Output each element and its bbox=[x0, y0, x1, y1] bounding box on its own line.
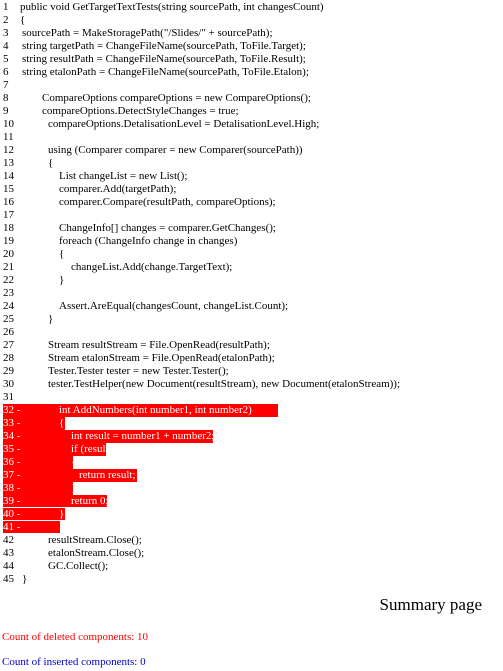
code-line bbox=[3, 547, 493, 560]
line-number: 41 - bbox=[3, 520, 21, 533]
line-text: GC.Collect(); bbox=[48, 559, 109, 572]
line-number: 15 bbox=[3, 183, 14, 195]
line-number: 12 bbox=[3, 144, 14, 156]
line-text: etalonStream.Close(); bbox=[48, 546, 145, 559]
code-line bbox=[3, 365, 493, 378]
line-number: 3 bbox=[3, 27, 9, 39]
deleted-code-line bbox=[3, 430, 213, 443]
code-line bbox=[3, 66, 493, 79]
line-number: 4 bbox=[3, 40, 9, 52]
line-text: } bbox=[48, 313, 54, 325]
line-text: comparer.Add(targetPath); bbox=[59, 183, 177, 195]
line-text: changeList.Add(change.TargetText); bbox=[71, 261, 233, 273]
code-line bbox=[3, 339, 493, 352]
code-line bbox=[3, 183, 493, 196]
code-line bbox=[3, 573, 493, 586]
code-line bbox=[3, 391, 493, 404]
line-number: 43 bbox=[3, 546, 14, 559]
line-number: 33 - bbox=[3, 416, 21, 429]
line-number: 14 bbox=[3, 170, 14, 182]
line-text: Stream resultStream = File.OpenRead(resultPath); bbox=[48, 339, 270, 351]
deleted-code-line bbox=[3, 469, 137, 482]
line-number: 38 - bbox=[3, 481, 21, 494]
line-number: 19 bbox=[3, 235, 14, 247]
code-line bbox=[3, 105, 493, 118]
deleted-code-line bbox=[3, 442, 135, 456]
deleted-count-label: Count of deleted components: 10 bbox=[2, 631, 149, 643]
code-line bbox=[3, 261, 493, 274]
line-text: using (Comparer comparer = new Comparer(sourcePath)) bbox=[48, 144, 303, 156]
line-number: 20 bbox=[3, 248, 14, 260]
code-line bbox=[3, 313, 493, 326]
line-text: return result; bbox=[79, 468, 136, 481]
summary-title: Summary page bbox=[379, 595, 482, 614]
line-text: Stream etalonStream = File.OpenRead(etalonPath); bbox=[48, 352, 275, 364]
deleted-code-line bbox=[3, 508, 65, 521]
line-text: string etalonPath = ChangeFileName(sourcePath, ToFile.Etalon); bbox=[22, 66, 309, 78]
code-line bbox=[3, 144, 493, 157]
line-text: comparer.Compare(resultPath, compareOptions); bbox=[59, 196, 276, 208]
line-number: 10 bbox=[3, 118, 14, 130]
line-number: 16 bbox=[3, 196, 14, 208]
inserted-count-label: Count of inserted components: 0 bbox=[2, 656, 146, 668]
code-line bbox=[3, 248, 493, 261]
code-line bbox=[3, 222, 493, 235]
line-text: } bbox=[59, 507, 65, 520]
code-line bbox=[3, 274, 493, 287]
line-number: 37 - bbox=[3, 468, 21, 481]
code-line bbox=[3, 14, 493, 27]
deleted-code-line bbox=[3, 455, 77, 469]
code-line bbox=[3, 131, 493, 144]
code-line bbox=[3, 352, 493, 365]
line-number: 34 - bbox=[3, 429, 21, 442]
code-line bbox=[3, 170, 493, 183]
line-number: 6 bbox=[3, 66, 9, 78]
line-number: 2 bbox=[3, 14, 9, 26]
code-line bbox=[3, 157, 493, 170]
code-line bbox=[3, 560, 493, 573]
line-text: { bbox=[48, 157, 54, 169]
line-number: 28 bbox=[3, 352, 14, 364]
code-line bbox=[3, 378, 493, 391]
line-number: 22 bbox=[3, 274, 14, 286]
line-text: Tester.Tester tester = new Tester.Tester(); bbox=[48, 365, 229, 377]
line-number: 17 bbox=[3, 209, 14, 221]
line-number: 25 bbox=[3, 313, 14, 325]
line-number: 1 bbox=[3, 1, 9, 13]
line-number: 7 bbox=[3, 79, 9, 91]
line-number: 35 - bbox=[3, 442, 21, 455]
line-text: compareOptions.DetectStyleChanges = true; bbox=[42, 105, 239, 117]
code-line bbox=[3, 53, 493, 66]
line-text: resultStream.Close(); bbox=[48, 533, 142, 546]
code-line bbox=[3, 534, 493, 547]
deleted-code-line bbox=[3, 495, 107, 508]
line-text: if (result > 10) bbox=[71, 442, 135, 455]
line-text: return 0; bbox=[71, 494, 109, 507]
line-number: 40 - bbox=[3, 507, 21, 520]
code-line bbox=[3, 300, 493, 313]
line-text: List changeList = new List(); bbox=[59, 170, 188, 182]
line-text: CompareOptions compareOptions = new CompareOptions(); bbox=[42, 92, 311, 104]
deleted-code-line bbox=[3, 521, 60, 534]
line-number: 31 bbox=[3, 391, 14, 403]
line-number: 24 bbox=[3, 300, 14, 312]
line-text: { bbox=[59, 248, 65, 260]
line-text: public void GetTargetTextTests(string sourcePath, int changesCount) bbox=[20, 1, 324, 13]
line-text: string targetPath = ChangeFileName(sourcePath, ToFile.Target); bbox=[22, 40, 306, 52]
code-line bbox=[3, 235, 493, 248]
deleted-code-line bbox=[3, 404, 278, 417]
code-line bbox=[3, 79, 493, 92]
line-text: compareOptions.DetalisationLevel = DetalisationLevel.High; bbox=[48, 118, 320, 130]
line-number: 5 bbox=[3, 53, 9, 65]
line-number: 39 - bbox=[3, 494, 21, 507]
code-line bbox=[3, 287, 493, 300]
code-line bbox=[3, 92, 493, 105]
deleted-code-line bbox=[3, 481, 77, 495]
line-text: int AddNumbers(int number1, int number2) bbox=[59, 404, 252, 416]
line-text: } bbox=[59, 274, 65, 286]
code-line bbox=[3, 209, 493, 222]
line-number: 32 - bbox=[3, 404, 21, 416]
line-text: string resultPath = ChangeFileName(sourcePath, ToFile.Result); bbox=[22, 53, 306, 65]
line-text: sourcePath = MakeStoragePath("/Slides/" + sourcePath); bbox=[22, 27, 273, 39]
line-text: { bbox=[59, 416, 65, 429]
line-text: Assert.AreEqual(changesCount, changeList.Count); bbox=[59, 300, 289, 312]
code-line bbox=[3, 326, 493, 339]
line-text: tester.TestHelper(new Document(resultStream), new Document(etalonStream)); bbox=[48, 378, 401, 390]
line-text: ChangeInfo[] changes = comparer.GetChanges(); bbox=[59, 222, 276, 234]
line-text: foreach (ChangeInfo change in changes) bbox=[59, 235, 238, 247]
code-line bbox=[3, 1, 493, 14]
code-line bbox=[3, 40, 493, 53]
deleted-code-line bbox=[3, 417, 65, 430]
line-number: 27 bbox=[3, 339, 14, 351]
line-number: 29 bbox=[3, 365, 14, 377]
code-line bbox=[3, 196, 493, 209]
line-number: 8 bbox=[3, 92, 9, 104]
line-number: 11 bbox=[3, 131, 14, 143]
line-text: { bbox=[71, 455, 77, 468]
line-number: 9 bbox=[3, 105, 9, 117]
line-text: int result = number1 + number2; bbox=[71, 429, 215, 442]
line-number: 13 bbox=[3, 157, 14, 169]
line-number: 21 bbox=[3, 261, 14, 273]
line-number: 45 bbox=[3, 572, 14, 585]
line-number: 36 - bbox=[3, 455, 21, 468]
line-number: 30 bbox=[3, 378, 14, 390]
line-number: 23 bbox=[3, 287, 14, 299]
line-number: 42 bbox=[3, 533, 14, 546]
code-listing bbox=[3, 1, 493, 586]
line-text: { bbox=[20, 14, 26, 26]
line-number: 18 bbox=[3, 222, 14, 234]
code-line bbox=[3, 118, 493, 131]
line-text: } bbox=[22, 572, 28, 585]
line-text: } bbox=[71, 481, 77, 494]
line-number: 26 bbox=[3, 326, 14, 338]
code-line bbox=[3, 27, 493, 40]
line-number: 44 bbox=[3, 559, 14, 572]
